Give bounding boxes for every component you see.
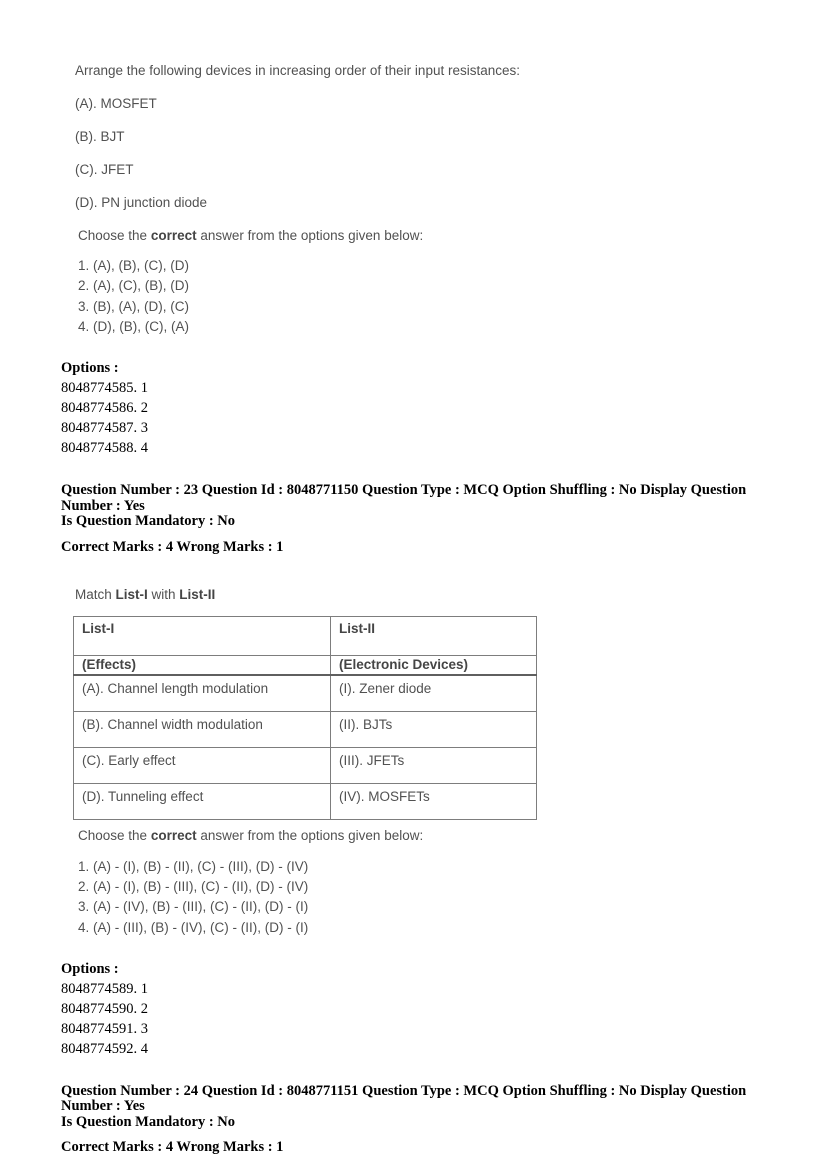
- choose-prefix: Choose the: [78, 228, 151, 243]
- table-cell-a: (A). Channel length modulation: [74, 675, 331, 711]
- options-label: Options :: [61, 360, 119, 377]
- option-id-2: 8048774590. 2: [61, 1000, 148, 1017]
- choose-bold-word: correct: [150, 228, 197, 243]
- match-table-header-list2: List-II: [331, 617, 537, 656]
- table-row: [74, 711, 537, 747]
- question-item-b: (B). BJT: [75, 129, 125, 144]
- table-row: [74, 747, 537, 783]
- table-row: [74, 783, 537, 819]
- table-cell-ii: (II). BJTs: [331, 711, 537, 747]
- question-23-metadata: [61, 483, 781, 555]
- meta-line-2: Is Question Mandatory : No: [61, 513, 236, 530]
- choose-bold-word: correct: [150, 827, 197, 843]
- answer-option-4: 4. (A) - (III), (B) - (IV), (C) - (II), (D) - (I): [78, 919, 309, 935]
- match-table: [73, 616, 537, 820]
- meta-marks-line: Correct Marks : 4 Wrong Marks : 1: [61, 1139, 284, 1156]
- table-cell-b: (B). Channel width modulation: [74, 711, 331, 747]
- meta-marks-line: Correct Marks : 4 Wrong Marks : 1: [61, 538, 284, 555]
- answer-option-2: 2. (A), (C), (B), (D): [78, 278, 189, 294]
- answer-option-3: 3. (A) - (IV), (B) - (III), (C) - (II), (D) - (I): [78, 899, 309, 915]
- question-22-body: [75, 64, 826, 337]
- question-23-body: [75, 588, 826, 938]
- answer-option-3: 3. (B), (A), (D), (C): [78, 298, 189, 314]
- option-id-1: 8048774589. 1: [61, 980, 148, 997]
- question-item-d: (D). PN junction diode: [75, 195, 208, 210]
- question-item-a: (A). MOSFET: [75, 96, 157, 111]
- match-table-subheader-devices: (Electronic Devices): [331, 656, 537, 676]
- question-23-options-block: [61, 959, 826, 1059]
- option-id-1: 8048774585. 1: [61, 380, 148, 397]
- answer-options: [78, 256, 826, 337]
- choose-prefix: Choose the: [78, 827, 151, 843]
- match-list1-label: List-I: [115, 587, 148, 603]
- question-22-options-block: [61, 358, 826, 458]
- match-table-subheader-effects: (Effects): [74, 656, 331, 676]
- options-label: Options :: [61, 960, 119, 977]
- match-table-header-row: [74, 617, 537, 656]
- question-item-c: (C). JFET: [75, 162, 134, 177]
- match-table-header-list1: List-I: [74, 617, 331, 656]
- meta-line-1: Question Number : 23 Question Id : 8048771150 Question Type : MCQ Option Shuffling : No Display Question Number : Yes: [61, 482, 747, 514]
- choose-suffix: answer from the options given below:: [196, 228, 424, 243]
- table-cell-i: (I). Zener diode: [331, 675, 537, 711]
- option-id-4: 8048774588. 4: [61, 440, 148, 457]
- match-middle: with: [147, 587, 180, 603]
- answer-option-1: 1. (A), (B), (C), (D): [78, 258, 189, 273]
- meta-line-2: Is Question Mandatory : No: [61, 1113, 236, 1130]
- question-prompt: Arrange the following devices in increasing order of their input resistances:: [75, 63, 520, 78]
- option-id-3: 8048774591. 3: [61, 1020, 148, 1037]
- answer-option-4: 4. (D), (B), (C), (A): [78, 318, 189, 334]
- table-row: [74, 675, 537, 711]
- choose-correct-line: [78, 229, 826, 243]
- match-table-subheader-row: [74, 656, 537, 676]
- meta-line-1: Question Number : 24 Question Id : 8048771151 Question Type : MCQ Option Shuffling : No Display Question Number : Yes: [61, 1082, 747, 1115]
- table-cell-d: (D). Tunneling effect: [74, 783, 331, 819]
- match-list2-label: List-II: [179, 587, 216, 603]
- option-id-2: 8048774586. 2: [61, 400, 148, 417]
- answer-option-2: 2. (A) - (I), (B) - (III), (C) - (II), (D) - (IV): [78, 878, 309, 894]
- table-cell-iii: (III). JFETs: [331, 747, 537, 783]
- choose-suffix: answer from the options given below:: [196, 827, 424, 843]
- option-id-3: 8048774587. 3: [61, 420, 148, 437]
- match-prefix: Match: [75, 587, 116, 603]
- question-24-metadata: [61, 1084, 781, 1156]
- option-id-4: 8048774592. 4: [61, 1040, 148, 1057]
- choose-correct-line: [78, 829, 826, 843]
- match-list-line: [75, 588, 826, 602]
- answer-options: [78, 857, 826, 938]
- table-cell-c: (C). Early effect: [74, 747, 331, 783]
- answer-option-1: 1. (A) - (I), (B) - (II), (C) - (III), (D) - (IV): [78, 858, 309, 874]
- table-cell-iv: (IV). MOSFETs: [331, 783, 537, 819]
